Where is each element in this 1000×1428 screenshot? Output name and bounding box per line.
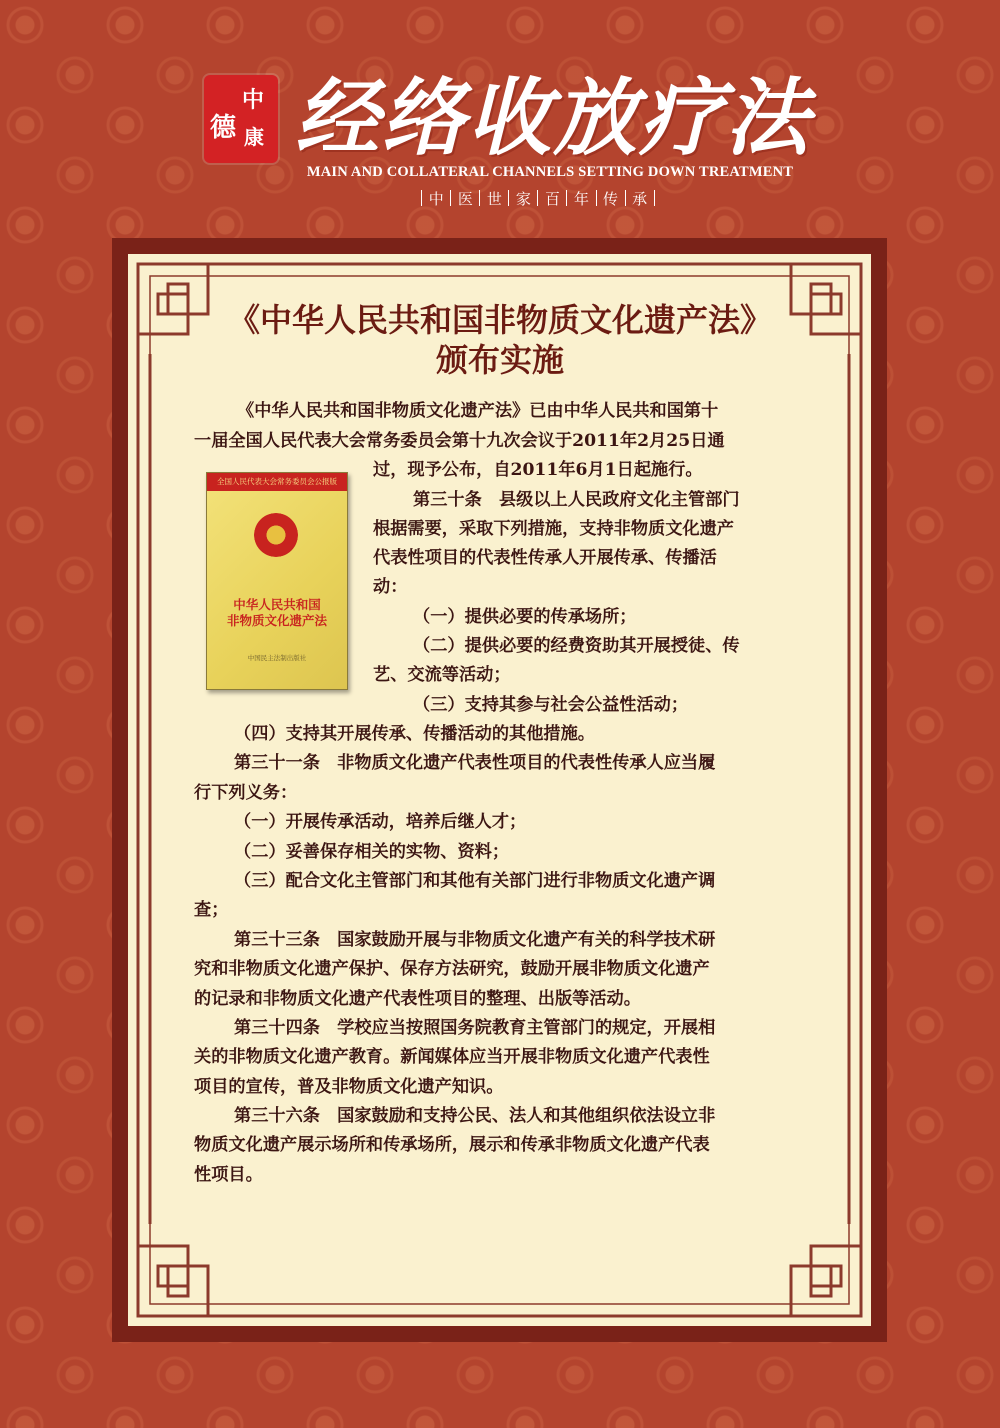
text-line: 关的非物质文化遗产教育。新闻媒体应当开展非物质文化遗产代表性 (194, 1047, 710, 1067)
document-title: 《中华人民共和国非物质文化遗产法》 (227, 301, 772, 339)
book-title-line1: 中华人民共和国 (233, 597, 321, 612)
text-line: 的记录和非物质文化遗产代表性项目的整理、出版等活动。 (194, 989, 641, 1009)
text-line: 物质文化遗产展示场所和传承场所，展示和传承非物质文化遗产代表 (194, 1135, 710, 1155)
text-line: 代表性项目的代表性传承人开展传承、传播活 (373, 548, 717, 568)
tagline-char: 世 (486, 189, 502, 208)
seal-char-2: 德 (210, 113, 237, 143)
tagline-char: 家 (515, 189, 531, 208)
brand-subtitle-en: MAIN AND COLLATERAL CHANNELS SETTING DOWN TREATMENT (306, 164, 794, 180)
seal-char-3: 康 (244, 125, 264, 149)
text-line: 根据需要，采取下列措施，支持非物质文化遗产 (373, 519, 734, 539)
text-line: 第三十条 县级以上人民政府文化主管部门 (413, 490, 740, 510)
text-line: 究和非物质文化遗产保护、保存方法研究，鼓励开展非物质文化遗产 (194, 959, 710, 979)
national-emblem-icon (254, 513, 298, 557)
text-line: （二）妥善保存相关的实物、资料； (234, 842, 510, 862)
seal-char-1: 中 (242, 87, 265, 113)
tagline-char: 医 (457, 189, 473, 208)
text-line: （三）支持其参与社会公益性活动； (413, 695, 689, 715)
text-line: 《中华人民共和国非物质文化遗产法》已由中华人民共和国第十 (237, 401, 719, 421)
brand-title: 经络收放疗法 (295, 68, 812, 167)
document-title-line2: 颁布实施 (435, 341, 564, 379)
text-line: 第三十三条 国家鼓励开展与非物质文化遗产有关的科学技术研 (234, 930, 716, 950)
book-publisher: 中国民主法制出版社 (247, 654, 307, 662)
text-line: （三）配合文化主管部门和其他有关部门进行非物质文化遗产调 (234, 871, 716, 891)
text-line: 动： (373, 577, 408, 597)
brand-tagline (418, 186, 658, 210)
text-line: 查； (194, 900, 229, 920)
book-title-line2: 非物质文化遗产法 (226, 613, 327, 628)
text-line: （一）提供必要的传承场所； (413, 607, 637, 627)
tagline-char: 传 (603, 189, 619, 208)
text-line: 第三十四条 学校应当按照国务院教育主管部门的规定，开展相 (234, 1018, 716, 1038)
tagline-char: 中 (428, 189, 444, 208)
brand-seal (204, 75, 278, 163)
book-band-text: 全国人民代表大会常务委员会公报版 (207, 473, 347, 491)
text-line: 一届全国人民代表大会常务委员会第十九次会议于2011年2月25日通 (194, 431, 725, 451)
law-book-cover (206, 472, 348, 690)
tagline-char: 年 (574, 189, 590, 208)
tagline-char: 承 (632, 189, 648, 208)
text-line: 项目的宣传，普及非物质文化遗产知识。 (194, 1077, 504, 1097)
text-line: 行下列义务： (194, 783, 298, 803)
tagline-char: 百 (544, 189, 560, 208)
text-line: （一）开展传承活动，培养后继人才； (234, 812, 527, 832)
text-line: 性项目。 (194, 1165, 263, 1185)
text-line: 过，现予公布，自2011年6月1日起施行。 (373, 460, 703, 480)
text-line: （四）支持其开展传承、传播活动的其他措施。 (234, 724, 595, 744)
text-line: 艺、交流等活动； (373, 665, 511, 685)
text-line: （二）提供必要的经费资助其开展授徒、传 (413, 636, 740, 656)
text-line: 第三十一条 非物质文化遗产代表性项目的代表性传承人应当履 (234, 753, 716, 773)
text-line: 第三十六条 国家鼓励和支持公民、法人和其他组织依法设立非 (234, 1106, 716, 1126)
